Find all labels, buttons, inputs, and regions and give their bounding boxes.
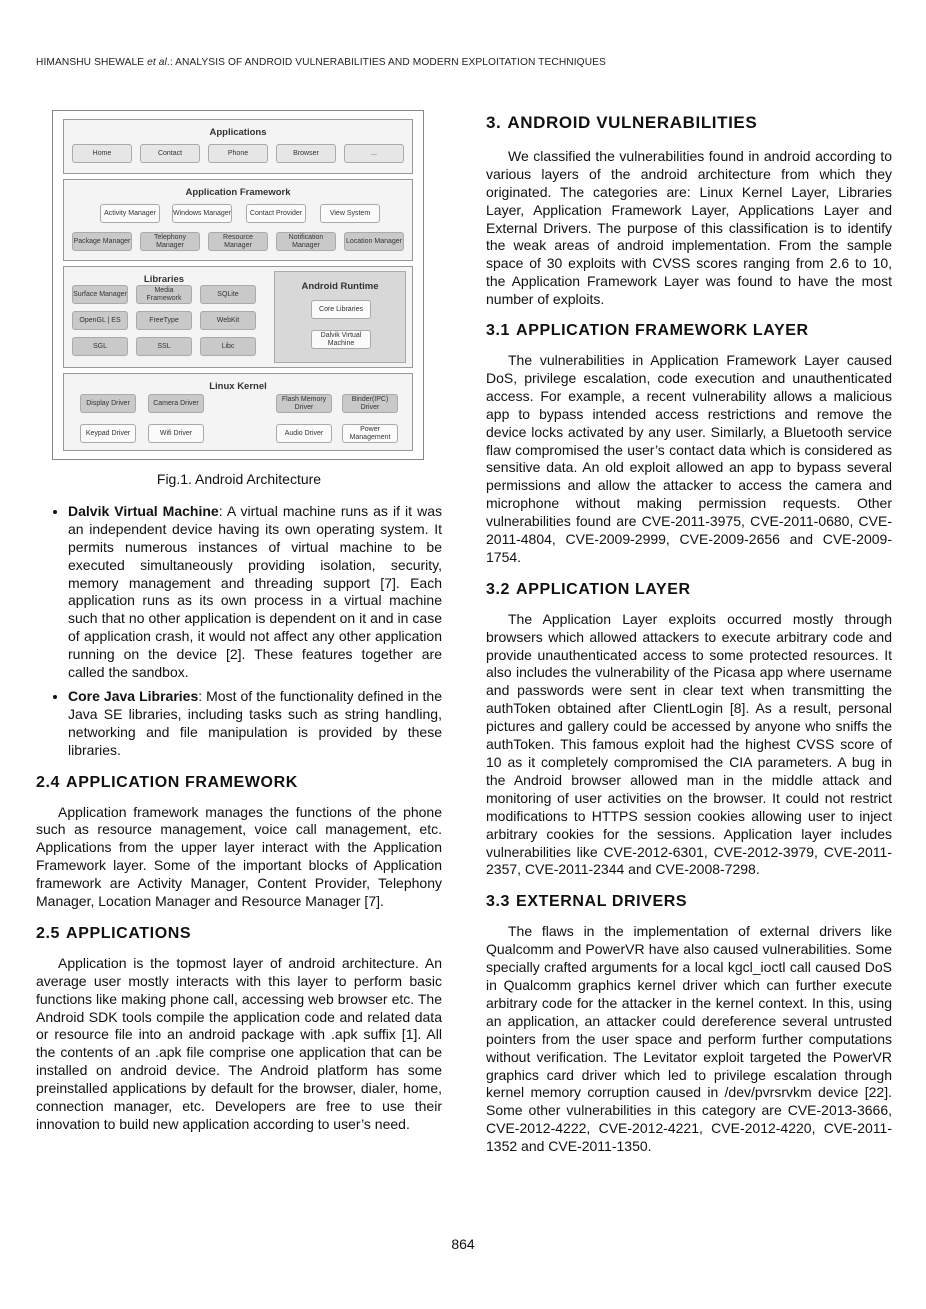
applications-layer	[63, 119, 413, 174]
list-item: • Dalvik Virtual Machine: A virtual machine runs as if it was an independent device having its own operating system. It permits numerous instances of virtual machine to be executed simultaneously providing isolation, security, memory management and threading support [7]. Each application runs as its own process in a virtual machine such that no other application is dependent on it and in case of application crash, it would not affect any other application running on the device [2]. These features together are called the sandbox.	[68, 503, 442, 682]
runtime-block: Core Libraries	[311, 300, 371, 319]
framework-block: Telephony Manager	[140, 232, 200, 251]
kernel-block: Power Management	[342, 424, 398, 443]
kernel-block: Audio Driver	[276, 424, 332, 443]
library-block: SQLite	[200, 285, 256, 304]
running-header: HIMANSHU SHEWALE et al.: ANALYSIS OF ANDROID VULNERABILITIES AND MODERN EXPLOITATION TECHNIQUES	[36, 57, 606, 68]
list-item: • Core Java Libraries: Most of the functionality defined in the Java SE libraries, including tasks such as string handling, networking and file manipulation is provided by these libraries.	[68, 688, 442, 760]
kernel-block: Binder(IPC) Driver	[342, 394, 398, 413]
section-heading: 3.3 EXTERNAL DRIVERS	[486, 893, 688, 911]
framework-block: Location Manager	[344, 232, 404, 251]
left-column	[36, 110, 442, 1134]
architecture-figure	[52, 110, 424, 460]
app-block: Contact	[140, 144, 200, 163]
section-body: Application is the topmost layer of android architecture. An average user mostly interacts with this layer to perform basic functions like making phone call, accessing web browser etc. The Android SDK tools compile the application code and related data or resource file into an android package with .apk suffix [1]. All the contents of an .apk file comprise one application that can be installed on android device. The Android platform has some preinstalled applications by default for the browser, dialer, home, connection manager, etc. Developers are free to use their innovation to build new application according to user’s need.	[36, 954, 442, 1132]
framework-block: Windows Manager	[172, 204, 232, 223]
app-block: Browser	[276, 144, 336, 163]
app-block: ...	[344, 144, 404, 163]
section-body: The vulnerabilities in Application Framework Layer caused DoS, privilege escalation, code execution and unauthenticated access. For example, a recent vulnerability allows a malicious app to bypass intended access restrictions and remove the device locks activated by any user. Similarly, a Bluetooth service flaw compromised the user’s contact data which is considered as sensitive data. An old exploit allowed an app to bypass several permissions and allow the attacker to access the camera and microphone without making permission requests. Other vulnerabilities found are CVE-2011-3975, CVE-2011-0680, CVE-2011-4804, CVE-2009-2999, CVE-2009-2656 and CVE-2009-1754.	[486, 351, 892, 565]
section-heading: 2.4 APPLICATION FRAMEWORK	[36, 773, 298, 791]
layer-title: Android Runtime	[301, 281, 379, 292]
framework-block: View System	[320, 204, 380, 223]
library-block: OpenGL | ES	[72, 311, 128, 330]
app-block: Phone	[208, 144, 268, 163]
right-column	[486, 110, 892, 1156]
library-block: FreeType	[136, 311, 192, 330]
layer-title: Linux Kernel	[209, 381, 267, 392]
kernel-block: Wifi Driver	[148, 424, 204, 443]
section-heading: 3.2 APPLICATION LAYER	[486, 580, 691, 598]
framework-block: Contact Provider	[246, 204, 306, 223]
section-heading: 2.5 APPLICATIONS	[36, 924, 192, 942]
layer-title: Application Framework	[185, 187, 291, 198]
library-block: Libc	[200, 337, 256, 356]
section-body: Application framework manages the functions of the phone such as resource management, voice call management, etc. Applications from the upper layer interact with the Application Framework layer. Some of the important blocks of Application framework are Activity Manager, Content Provider, Telephony Manager, Location Manager and Resource Manager [7].	[36, 803, 442, 910]
library-block: WebKit	[200, 311, 256, 330]
library-block: SGL	[72, 337, 128, 356]
section-body: The flaws in the implementation of external drivers like Qualcomm and PowerVR have also caused vulnerabilities. Some specially crafted arguments for a local kgcl_ioctl call caused DoS in Qualcomm graphics kernel driver which can further execute arbitrary code for the attacker in the kernel context. In this, using an application, an attacker could dereference several untrusted pointers from the user space and perform further computations without verification. The Levitator exploit targeted the PowerVR graphics card driver which led to privilege escalation through kernel memory corruption caused in /dev/pvrsrvkm device [22]. Some other vulnerabilities in this category are CVE-2013-3666, CVE-2012-4222, CVE-2012-4221, CVE-2012-4220, CVE-2011-1352 and CVE-2011-1350.	[486, 923, 892, 1155]
kernel-block: Display Driver	[80, 394, 136, 413]
layer-title: Applications	[209, 127, 267, 138]
runtime-block: Dalvik Virtual Machine	[311, 330, 371, 349]
page-number: 864	[451, 1236, 475, 1252]
android-runtime-box	[274, 271, 406, 363]
figure-caption: Fig.1. Android Architecture	[156, 471, 322, 487]
section-body: We classified the vulnerabilities found in android according to various layers of the android architecture from which they originated. The categories are: Linux Kernel Layer, Libraries Layer, Application Framework Layer, Applications Layer and External Drivers. The purpose of this classification is to identify the weak areas of android implementation. From the sample space of 30 exploits with CVSS scores ranging from 2.6 to 10, the Application Framework Layer was found to have the most number of exploits.	[486, 147, 892, 308]
framework-block: Activity Manager	[100, 204, 160, 223]
framework-layer	[63, 179, 413, 261]
section-body: The Application Layer exploits occurred mostly through browsers which allowed attackers to execute arbitrary code and provide unauthenticated access to some protected resources. It also includes the vulnerability of the Picasa app where username and passwords were sent in clear text when transmitting the authToken obtained after ClientLogin [8]. As a result, personal pictures and gallery could be accessed by anyone who sniffs the authToken. This famous exploit had the highest CVSS score of 10 as it completely compromised the CIA parameters. A bug in the Android browser allowed man in the middle attack and monitoring of user activities on the browser. It could not restrict modifications to HTTPS session cookies allowing user to inject arbitrary cookies for the sessions. Application layer includes vulnerabilities like CVE-2012-6301, CVE-2012-3979, CVE-2011-2357, CVE-2011-2344 and CVE-2008-7298.	[486, 610, 892, 878]
library-block: Surface Manager	[72, 285, 128, 304]
framework-block: Notification Manager	[276, 232, 336, 251]
kernel-block: Keypad Driver	[80, 424, 136, 443]
kernel-layer	[63, 373, 413, 451]
kernel-block: Camera Driver	[148, 394, 204, 413]
app-block: Home	[72, 144, 132, 163]
section-heading: 3.1 APPLICATION FRAMEWORK LAYER	[486, 322, 809, 340]
bullet-list	[36, 503, 442, 760]
kernel-block: Flash Memory Driver	[276, 394, 332, 413]
libraries-layer	[63, 266, 413, 368]
library-block: SSL	[136, 337, 192, 356]
library-block: Media Framework	[136, 285, 192, 304]
layer-title: Libraries	[143, 274, 185, 285]
section-heading: 3. ANDROID VULNERABILITIES	[486, 113, 758, 132]
framework-block: Package Manager	[72, 232, 132, 251]
framework-block: Resource Manager	[208, 232, 268, 251]
